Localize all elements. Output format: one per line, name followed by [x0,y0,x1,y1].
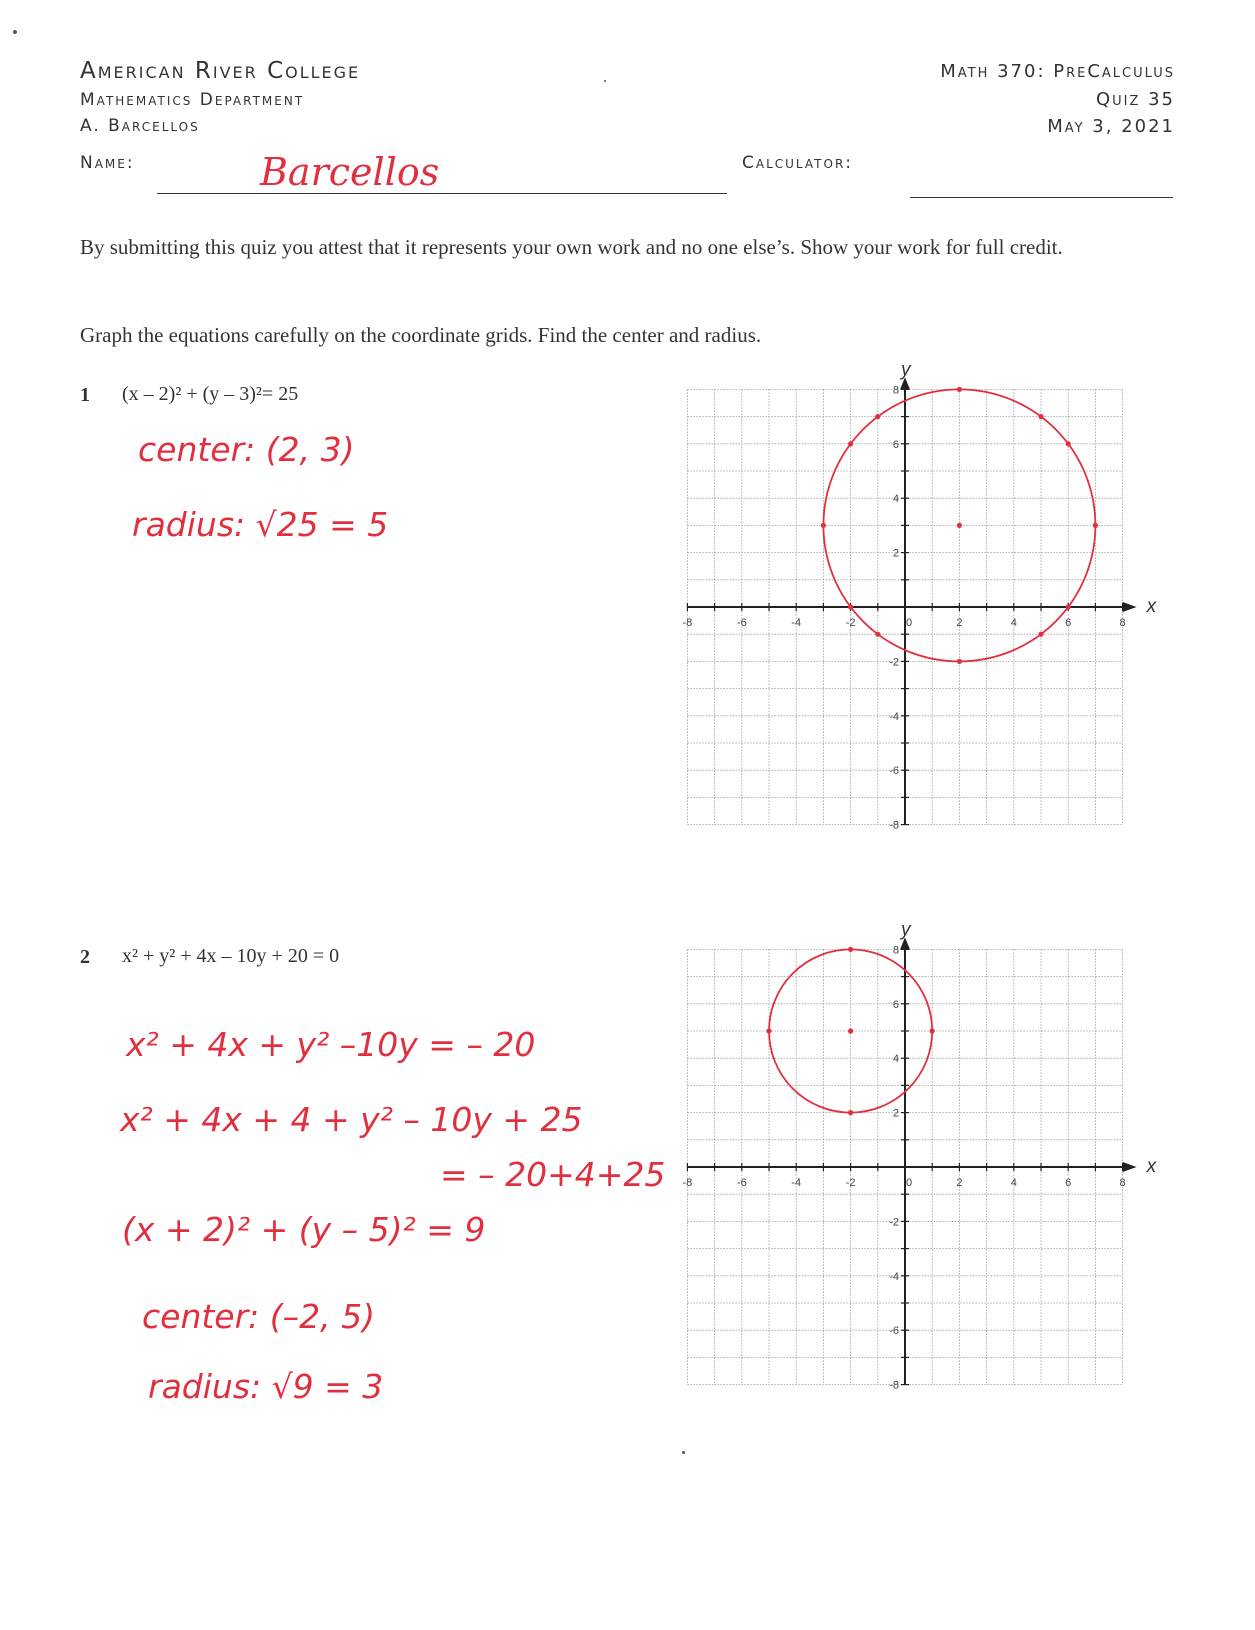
name-label: Name: [80,153,135,173]
y-tick-label: -6 [889,765,899,778]
y-tick-label: 4 [892,1053,899,1066]
x-axis-arrow-icon [1123,602,1137,612]
problem-2-number: 2 [80,946,90,968]
x-tick-label: -4 [791,1177,802,1189]
college-name: American River College [80,58,361,84]
problem-2-center: center: (–2, 5) [142,1297,375,1336]
plotted-point [930,1028,935,1033]
problem-2-work-line-2: x² + 4x + 4 + y² – 10y + 25 [120,1100,583,1139]
course-title: Math 370: PreCalculus [940,61,1175,82]
graph-problem-1 [682,359,1190,862]
x-tick-label: -2 [845,1177,856,1189]
department-name: Mathematics Department [80,90,305,110]
circle-center-point [957,523,962,528]
x-tick-label: -6 [736,617,747,629]
instructor-name: A. Barcellos [80,116,200,136]
scan-speck [604,80,606,82]
plotted-point [957,387,962,392]
x-tick-label: 8 [1119,617,1126,629]
problem-1-radius: radius: √25 = 5 [132,505,389,544]
plotted-point [875,632,880,637]
problem-1-equation: (x – 2)² + (y – 3)²= 25 [122,383,299,405]
x-tick-label: -8 [682,617,693,629]
problem-1-number: 1 [80,384,90,406]
y-tick-label: 8 [892,944,899,957]
x-tick-label: 4 [1010,617,1017,629]
problem-2-equation: x² + y² + 4x – 10y + 20 = 0 [122,945,340,967]
x-axis-label: x [1146,596,1157,617]
quiz-date: May 3, 2021 [1047,116,1175,137]
y-tick-label: -4 [889,710,899,723]
problem-1-center: center: (2, 3) [138,430,355,469]
y-tick-label: 2 [892,1107,899,1120]
x-tick-label: 8 [1119,1177,1126,1189]
x-tick-label: 6 [1065,617,1072,629]
graph-problem-2 [682,919,1190,1422]
y-tick-label: -2 [889,1216,899,1229]
circle-center-point [848,1028,853,1033]
x-tick-label: 0 [905,617,913,629]
problem-2-radius: radius: √9 = 3 [148,1367,384,1406]
y-tick-label: -2 [889,656,899,669]
plotted-point [1038,632,1043,637]
x-tick-label: 6 [1065,1177,1072,1189]
quiz-number: Quiz 35 [1095,89,1175,110]
plotted-point [1093,523,1098,528]
plotted-point [1038,414,1043,419]
plotted-point [1066,604,1071,609]
x-tick-label: -8 [682,1177,693,1189]
plotted-point [848,604,853,609]
plotted-point [848,441,853,446]
x-tick-label: 0 [905,1177,913,1189]
plotted-point [821,523,826,528]
y-tick-label: -4 [889,1270,899,1283]
name-value: Barcellos [260,150,440,194]
scan-speck [13,30,17,34]
x-tick-label: -6 [736,1177,747,1189]
problem-2-work-line-4: (x + 2)² + (y – 5)² = 9 [122,1210,486,1249]
x-axis-label: x [1146,1156,1157,1177]
problem-2-work-line-1: x² + 4x + y² –10y = – 20 [126,1025,536,1064]
attestation-text: By submitting this quiz you attest that it represents your own work and no one else’s. Show your work for full credit. [80,235,1063,259]
name-field-line [157,193,727,194]
y-tick-label: 2 [892,547,899,560]
calculator-field-line [910,197,1173,198]
x-tick-label: -2 [845,617,856,629]
y-axis-label: y [901,359,911,381]
plotted-point [957,659,962,664]
x-tick-label: 2 [956,1177,963,1189]
y-tick-label: 8 [892,384,899,397]
y-tick-label: -8 [889,819,899,832]
y-tick-label: 6 [892,998,899,1011]
calculator-label: Calculator: [742,153,854,173]
x-tick-label: -4 [791,617,802,629]
x-tick-label: 2 [956,617,963,629]
x-tick-label: 4 [1010,1177,1017,1189]
scan-speck [682,1451,685,1454]
x-axis-arrow-icon [1123,1162,1137,1172]
plotted-point [766,1028,771,1033]
y-axis-label: y [901,919,911,941]
y-tick-label: -8 [889,1379,899,1392]
y-tick-label: -6 [889,1325,899,1338]
plotted-point [875,414,880,419]
task-instructions: Graph the equations carefully on the coordinate grids. Find the center and radius. [80,323,762,347]
plotted-point [1066,441,1071,446]
y-tick-label: 4 [892,493,899,506]
y-tick-label: 6 [892,438,899,451]
plotted-point [848,947,853,952]
problem-2-work-line-3: = – 20+4+25 [440,1155,666,1194]
plotted-point [848,1110,853,1115]
